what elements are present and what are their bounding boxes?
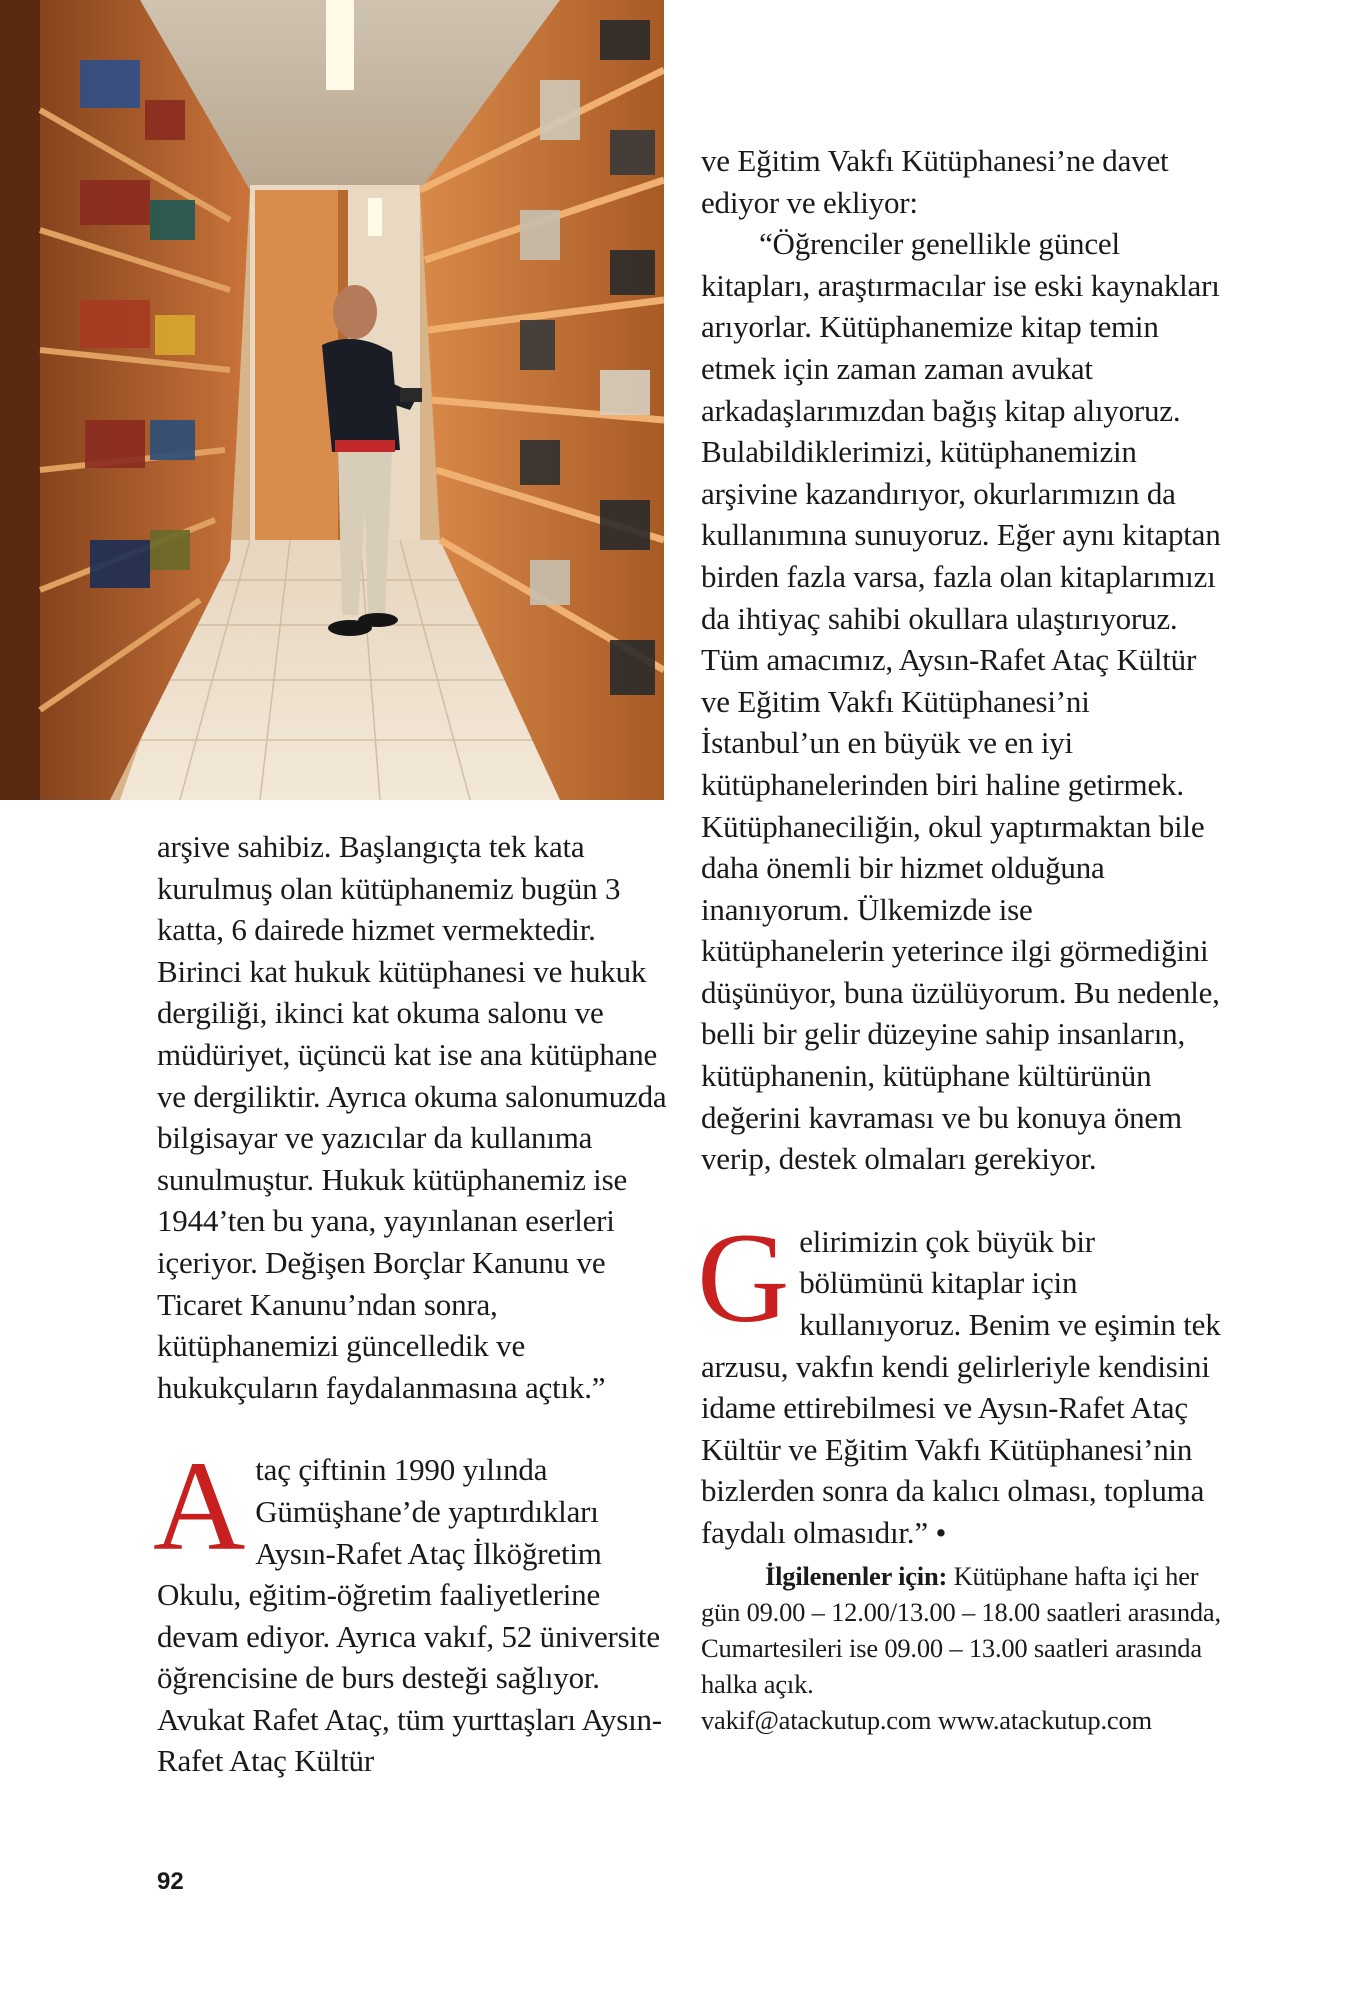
page-number: 92: [157, 1868, 184, 1895]
contact-links[interactable]: vakif@atackutup.com www.atackutup.com: [701, 1704, 1152, 1735]
library-photo: [0, 0, 664, 800]
contact-note: [701, 1558, 1221, 1738]
paragraph-text: taç çiftinin 1990 yılında Gümüşhane’de yaptırdıkları Aysın-Rafet Ataç İlköğretim Okulu, eğitim-öğretim faaliyetlerine devam ediyor. Ayrıca vakıf, 52 üniversite öğrencisine de burs desteği sağlıyor. Avukat Rafet Ataç, tüm yurttaşları Aysın-Rafet Ataç Kültür: [157, 1452, 662, 1779]
note-label: İlgilenenler için:: [765, 1560, 948, 1591]
article-paragraph-with-dropcap: [697, 1206, 1221, 1554]
right-text-column: [697, 140, 1221, 1738]
dropcap-letter: A: [153, 1435, 246, 1578]
left-text-column: [153, 826, 677, 1782]
library-aisle-illustration: [0, 0, 664, 800]
dropcap-letter: G: [697, 1206, 790, 1349]
article-paragraph: arşive sahibiz. Başlangıçta tek kata kurulmuş olan kütüphanemiz bugün 3 katta, 6 dairede hizmet vermektedir. Birinci kat hukuk kütüphanesi ve hukuk dergiliği, ikinci kat okuma salonu ve müdüriyet, üçüncü kat ise ana kütüphane ve dergiliktir. Ayrıca okuma salonumuzda bilgisayar ve yazıcılar da kullanıma sunulmuştur. Hukuk kütüphanemiz ise 1944’ten bu yana, yayınlanan eserleri içeriyor. Değişen Borçlar Kanunu ve Ticaret Kanunu’ndan sonra, kütüphanemizi güncelledik ve hukukçuların faydalanmasına açtık.”: [157, 829, 667, 1405]
article-paragraph: ve Eğitim Vakfı Kütüphanesi’ne davet ediyor ve ekliyor:: [701, 143, 1169, 220]
note-text: Kütüphane hafta içi her gün 09.00 – 12.00/13.00 – 18.00 saatleri arasında, Cumartesileri ise 09.00 – 13.00 saatleri arasında halka açık.: [701, 1560, 1221, 1699]
article-paragraph-with-dropcap: [153, 1435, 677, 1782]
paragraph-text: elirimizin çok büyük bir bölümünü kitaplar için kullanıyoruz. Benim ve eşimin tek arzusu, vakfın kendi gelirleriyle kendisini idame ettirebilmesi ve Aysın-Rafet Ataç Kültür ve Eğitim Vakfı Kütüphanesi’nin bizlerden sonra da kalıcı olması, topluma faydalı olmasıdır.” •: [701, 1223, 1221, 1550]
quote-paragraph: “Öğrenciler genellikle güncel kitapları, araştırmacılar ise eski kaynakları arıyorlar. Kütüphanemize kitap temin etmek için zaman zaman avukat arkadaşlarımızdan bağış kitap alıyoruz. Bulabildiklerimizi, kütüphanemizin arşivine kazandırıyor, okurlarımızın da kullanımına sunuyoruz. Eğer aynı kitaptan birden fazla varsa, fazla olan kitaplarımızı da ihtiyaç sahibi okullara ulaştırıyoruz. Tüm amacımız, Aysın-Rafet Ataç Kültür ve Eğitim Vakfı Kütüphanesi’ni İstanbul’un en büyük ve en iyi kütüphanelerinden biri haline getirmek. Kütüphaneciliğin, okul yaptırmaktan bile daha önemli bir hizmet olduğuna inanıyorum. Ülkemizde ise kütüphanelerin yeterince ilgi görmediğini düşünüyor, buna üzülüyorum. Bu nedenle, belli bir gelir düzeyine sahip insanların, kütüphanenin, kütüphane kültürünün değerini kavraması ve bu konuya önem verip, destek olmaları gerekiyor.: [701, 226, 1221, 1177]
